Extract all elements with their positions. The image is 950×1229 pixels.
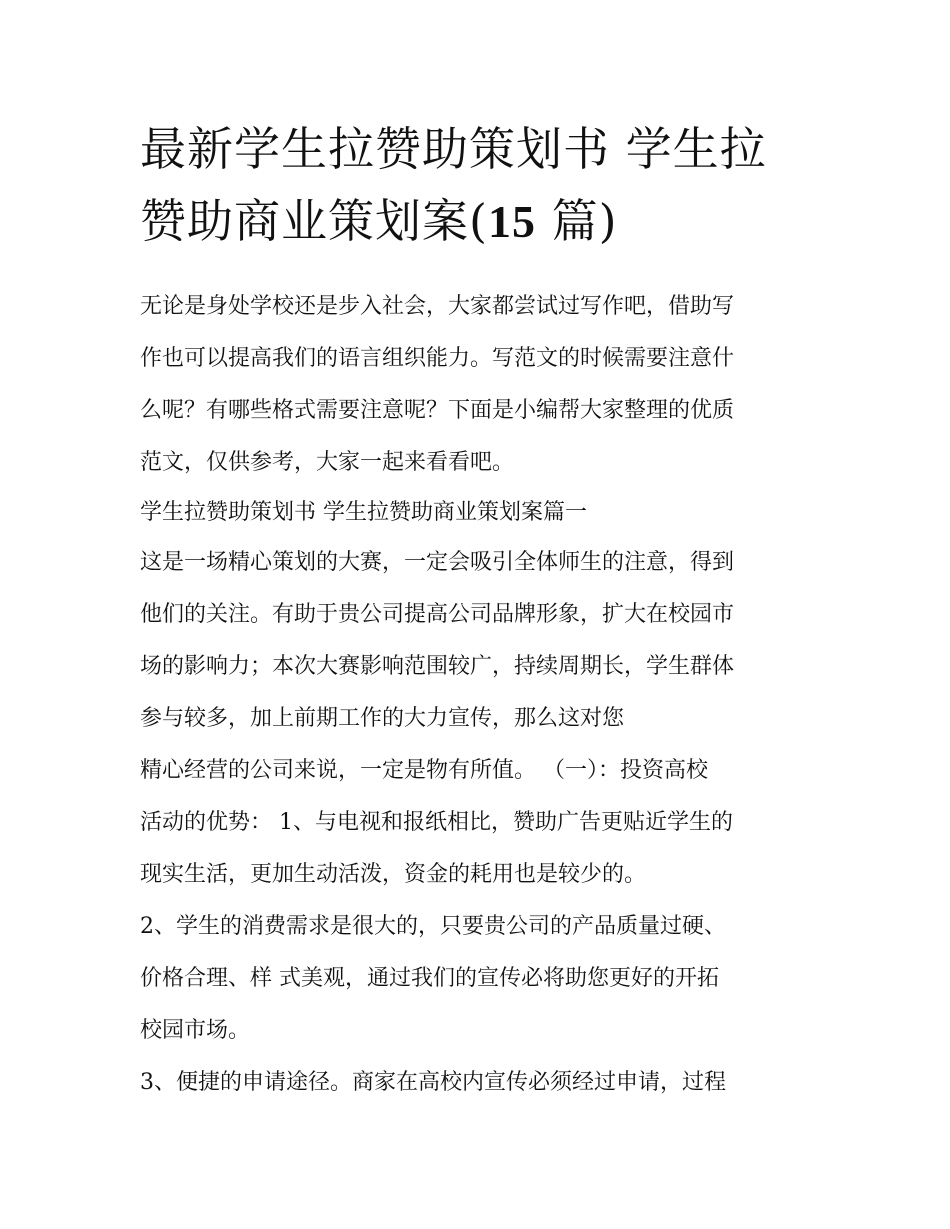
title-count: 15: [487, 196, 536, 247]
section-heading: 学生拉赞助策划书 学生拉赞助商业策划案篇一: [140, 500, 587, 525]
body-line: 他们的关注。有助于贵公司提高公司品牌形象，扩大在校园市: [140, 602, 735, 627]
body-line: 作也可以提高我们的语言组织能力。写范文的时候需要注意什: [140, 346, 735, 371]
body-line: 3、便捷的申请途径。商家在高校内宣传必须经过申请，过程: [140, 1070, 726, 1095]
body-line: 范文，仅供参考，大家一起来看看吧。: [140, 450, 515, 475]
body-line: 2、学生的消费需求是很大的，只要贵公司的产品质量过硬、: [140, 914, 726, 939]
document-title: [140, 113, 820, 258]
body-line: 场的影响力；本次大赛影响范围较广，持续周期长，学生群体: [140, 654, 735, 679]
body-line: 么呢？有哪些格式需要注意呢？下面是小编帮大家整理的优质: [140, 398, 735, 423]
body-line: 现实生活，更加生动活泼，资金的耗用也是较少的。: [140, 862, 647, 887]
title-text-1: 最新学生拉赞助策划书 学生拉: [140, 122, 767, 176]
body-line: 精心经营的公司来说，一定是物有所值。 （一）：投资高校: [140, 758, 708, 783]
body-line: 校园市场。: [140, 1018, 251, 1043]
title-text-3: 篇): [535, 194, 618, 248]
document-body: [140, 281, 820, 1109]
body-line: 价格合理、样 式美观，通过我们的宣传必将助您更好的开拓: [140, 966, 719, 991]
body-line: 这是一场精心策划的大赛，一定会吸引全体师生的注意，得到: [140, 550, 735, 575]
body-line: 无论是身处学校还是步入社会，大家都尝试过写作吧，借助写: [140, 294, 735, 319]
body-line: 活动的优势： 1、与电视和报纸相比，赞助广告更贴近学生的: [140, 810, 733, 835]
body-line: 参与较多，加上前期工作的大力宣传，那么这对您: [140, 706, 625, 731]
title-text-2: 赞助商业策划案(: [140, 194, 488, 248]
